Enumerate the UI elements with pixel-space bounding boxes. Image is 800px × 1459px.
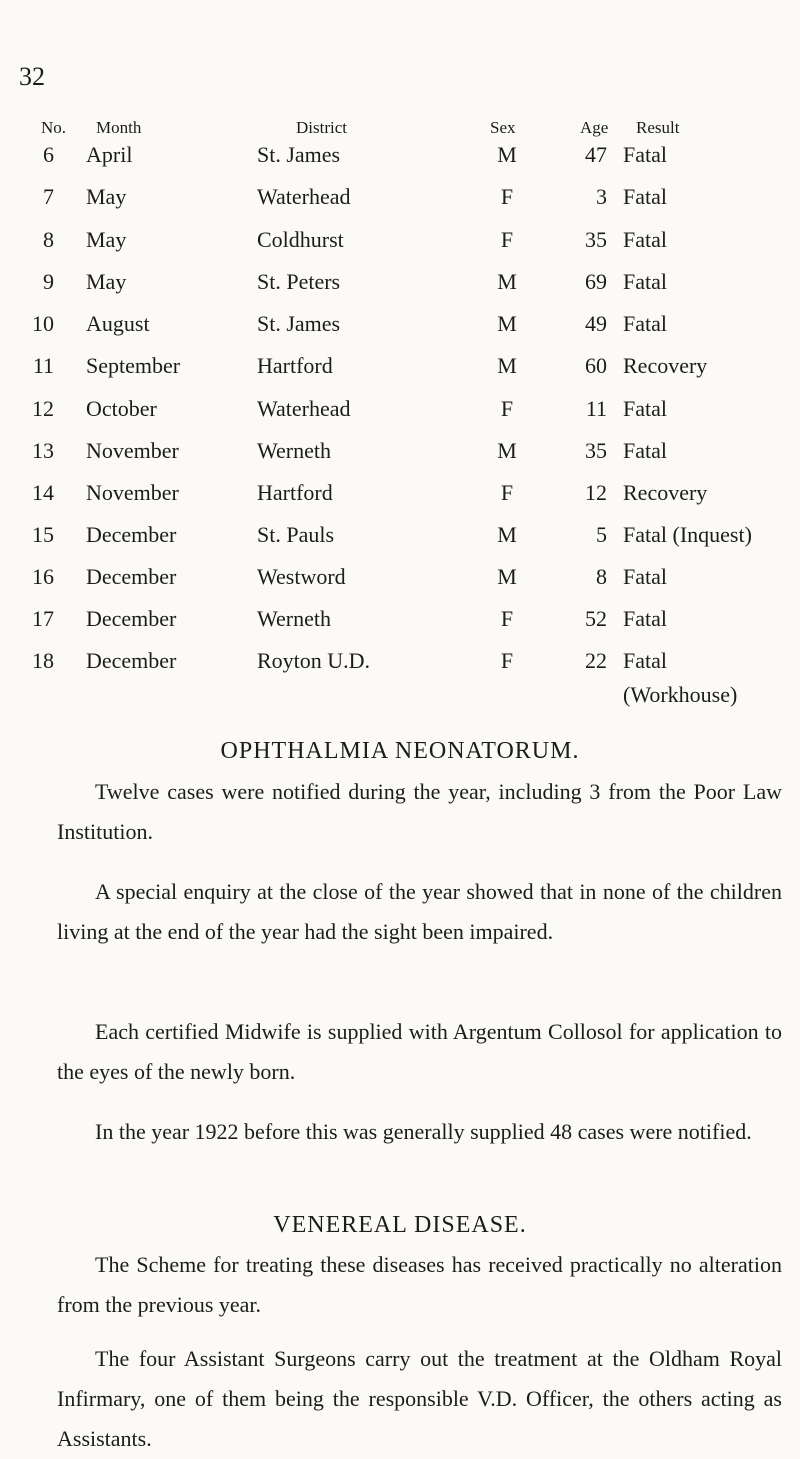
table-row — [0, 438, 800, 468]
cell-no: 16 — [32, 564, 54, 589]
cell-age: 22 — [585, 648, 607, 673]
paragraph: A special enquiry at the close of the year showed that in none of the children living at the end of the year had the sight been impaired. — [57, 879, 782, 944]
cell-result: Fatal — [623, 648, 667, 673]
cell-no: 15 — [32, 522, 54, 547]
cell-age: 69 — [585, 269, 607, 294]
cell-result: Fatal — [623, 396, 667, 421]
cell-no: 14 — [32, 480, 54, 505]
cell-sex: M — [497, 564, 517, 589]
cell-month: August — [86, 311, 150, 336]
cell-result-note: (Workhouse) — [623, 682, 738, 707]
cell-age: 35 — [585, 227, 607, 252]
header-no: No. — [41, 118, 67, 137]
cell-age: 60 — [585, 353, 607, 378]
section-heading-ophthalmia: OPHTHALMIA NEONATORUM. — [220, 738, 580, 764]
paragraph: The Scheme for treating these diseases has received practically no alteration from the previous year. — [57, 1252, 782, 1317]
cell-age: 8 — [596, 564, 607, 589]
cell-no: 13 — [32, 438, 54, 463]
cell-sex: M — [497, 269, 517, 294]
header-sex: Sex — [490, 118, 516, 137]
cell-result: Fatal (Inquest) — [623, 522, 752, 547]
cell-district: Waterhead — [257, 184, 351, 209]
cell-no: 9 — [43, 269, 54, 294]
cell-age: 47 — [585, 142, 607, 167]
cell-sex: F — [500, 396, 514, 421]
paragraph: The four Assistant Surgeons carry out the treatment at the Oldham Royal Infirmary, one of them being the responsible V.D. Officer, the others acting as Assistants. — [57, 1346, 782, 1451]
cell-result: Fatal — [623, 438, 667, 463]
cell-sex: F — [500, 480, 514, 505]
cell-age: 52 — [585, 606, 607, 631]
table-row — [0, 648, 800, 718]
cell-month: October — [86, 396, 157, 421]
cell-month: September — [86, 353, 181, 378]
cell-month: May — [86, 184, 127, 209]
paragraph: Each certified Midwife is supplied with Argentum Collosol for application to the eyes of the newly born. — [57, 1019, 782, 1084]
cell-month: December — [86, 606, 177, 631]
paragraph: Twelve cases were notified during the year, including 3 from the Poor Law Institution. — [57, 779, 782, 844]
cell-age: 12 — [585, 480, 607, 505]
cell-district: Coldhurst — [257, 227, 344, 252]
cell-no: 11 — [32, 353, 54, 378]
cell-result: Fatal — [623, 564, 667, 589]
header-result: Result — [636, 118, 680, 137]
table-row — [0, 353, 800, 383]
cell-age: 49 — [585, 311, 607, 336]
cell-result: Fatal — [623, 606, 667, 631]
cell-month: December — [86, 648, 177, 673]
cell-age: 3 — [596, 184, 607, 209]
cell-district: St. James — [257, 142, 341, 167]
cell-sex: F — [500, 606, 514, 631]
cell-month: November — [86, 480, 179, 505]
cell-age: 5 — [596, 522, 607, 547]
cell-result: Fatal — [623, 311, 667, 336]
table-row — [0, 606, 800, 636]
table-row — [0, 184, 800, 214]
cell-no: 10 — [32, 311, 54, 336]
cell-sex: M — [497, 311, 517, 336]
table-row — [0, 269, 800, 299]
cell-sex: F — [500, 227, 514, 252]
cell-age: 35 — [585, 438, 607, 463]
cell-result: Fatal — [623, 227, 667, 252]
cell-result: Fatal — [623, 184, 667, 209]
cell-no: 17 — [32, 606, 54, 631]
cell-district: Westword — [257, 564, 346, 589]
cell-sex: M — [497, 142, 517, 167]
cell-month: December — [86, 522, 177, 547]
cell-district: St. James — [257, 311, 341, 336]
cell-sex: F — [500, 184, 514, 209]
cell-district: Werneth — [257, 438, 331, 463]
cell-no: 6 — [43, 142, 54, 167]
cell-district: Royton U.D. — [257, 648, 371, 673]
cell-no: 12 — [32, 396, 54, 421]
cell-result: Recovery — [623, 480, 708, 505]
section-heading-venereal: VENEREAL DISEASE. — [273, 1212, 527, 1238]
header-month: Month — [96, 118, 142, 137]
header-age: Age — [580, 118, 609, 137]
page-number: 32 — [19, 62, 45, 91]
cell-district: St. Pauls — [257, 522, 335, 547]
table-row — [0, 227, 800, 257]
cell-no: 8 — [43, 227, 54, 252]
cell-result: Recovery — [623, 353, 708, 378]
cell-age: 11 — [585, 396, 607, 421]
cell-result: Fatal — [623, 269, 667, 294]
cell-month: May — [86, 269, 127, 294]
table-row — [0, 480, 800, 510]
cell-district: Hartford — [257, 353, 333, 378]
table-row — [0, 142, 800, 172]
cell-no: 18 — [32, 648, 54, 673]
cell-district: Werneth — [257, 606, 331, 631]
cell-no: 7 — [43, 184, 54, 209]
cell-sex: M — [497, 522, 517, 547]
cell-sex: F — [500, 648, 514, 673]
cell-month: December — [86, 564, 177, 589]
cell-result: Fatal — [623, 142, 667, 167]
paragraph: In the year 1922 before this was generally supplied 48 cases were notified. — [95, 1119, 752, 1144]
table-row — [0, 396, 800, 426]
cell-month: May — [86, 227, 127, 252]
header-district: District — [296, 118, 347, 137]
cell-district: St. Peters — [257, 269, 341, 294]
cell-district: Waterhead — [257, 396, 351, 421]
cell-sex: M — [497, 353, 517, 378]
cell-district: Hartford — [257, 480, 333, 505]
cell-month: November — [86, 438, 179, 463]
cell-sex: M — [497, 438, 517, 463]
table-row — [0, 522, 800, 552]
table-row — [0, 311, 800, 341]
table-row — [0, 564, 800, 594]
cell-month: April — [86, 142, 133, 167]
